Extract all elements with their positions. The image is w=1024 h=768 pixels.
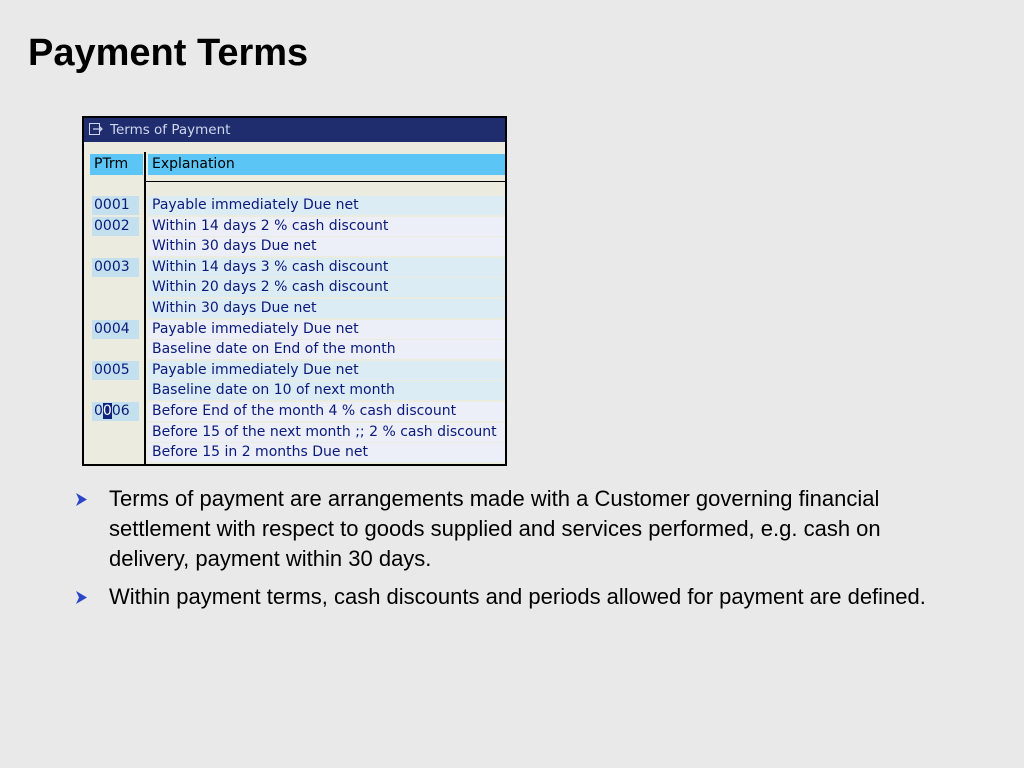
column-header-ptrm[interactable]: PTrm: [90, 154, 143, 175]
window-titlebar: [84, 118, 505, 142]
code-text-before-cursor: 0: [94, 402, 103, 419]
explanation-cell[interactable]: Payable immediately Due net: [148, 196, 505, 215]
explanation-cell[interactable]: Baseline date on 10 of next month: [148, 381, 505, 400]
bullet-text: Within payment terms, cash discounts and periods allowed for payment are defined.: [109, 584, 926, 609]
explanation-cell[interactable]: Within 30 days Due net: [148, 299, 505, 318]
table-row[interactable]: [84, 299, 505, 320]
explanation-cell[interactable]: Within 14 days 3 % cash discount: [148, 258, 505, 277]
ptrm-code-cell[interactable]: 0004: [92, 320, 139, 339]
table-row[interactable]: [84, 237, 505, 258]
table-row[interactable]: [84, 258, 505, 279]
ptrm-code-cell[interactable]: 0002: [92, 217, 139, 236]
ptrm-code-cell[interactable]: 0005: [92, 361, 139, 380]
explanation-cell[interactable]: Within 20 days 2 % cash discount: [148, 278, 505, 297]
table-row[interactable]: [84, 381, 505, 402]
header-rule: [146, 181, 505, 182]
bullet-list: [72, 484, 932, 620]
code-text-after-cursor: 06: [111, 402, 130, 419]
arrow-bullet-icon: [74, 492, 89, 507]
payment-terms-list: [84, 196, 505, 464]
bullet-text: Terms of payment are arrangements made with a Customer governing financial settlement with respect to goods supplied and services performed, e.g. cash on delivery, payment within 30 days.: [109, 486, 881, 571]
ptrm-code-cell-with-cursor[interactable]: [92, 402, 139, 421]
ptrm-code-cell[interactable]: 0003: [92, 258, 139, 277]
slide-title: Payment Terms: [28, 32, 309, 74]
explanation-cell[interactable]: Before 15 of the next month ;; 2 % cash discount: [148, 423, 505, 442]
window-title: Terms of Payment: [110, 122, 231, 138]
explanation-cell[interactable]: Payable immediately Due net: [148, 320, 505, 339]
table-row[interactable]: [84, 278, 505, 299]
table-row[interactable]: [84, 443, 505, 464]
terms-of-payment-window: [82, 116, 507, 466]
table-row[interactable]: [84, 423, 505, 444]
explanation-cell[interactable]: Baseline date on End of the month: [148, 340, 505, 359]
explanation-cell[interactable]: Payable immediately Due net: [148, 361, 505, 380]
explanation-cell[interactable]: Before End of the month 4 % cash discount: [148, 402, 505, 421]
table-row[interactable]: [84, 217, 505, 238]
table-row[interactable]: [84, 402, 505, 423]
arrow-bullet-icon: [74, 590, 89, 605]
text-cursor: 0: [102, 402, 112, 419]
window-menu-icon[interactable]: [89, 123, 103, 136]
table-row[interactable]: [84, 361, 505, 382]
column-header-explanation[interactable]: Explanation: [148, 154, 505, 175]
ptrm-code-cell[interactable]: 0001: [92, 196, 139, 215]
explanation-cell[interactable]: Within 14 days 2 % cash discount: [148, 217, 505, 236]
table-row[interactable]: [84, 196, 505, 217]
table-row[interactable]: [84, 340, 505, 361]
bullet-item: [72, 582, 932, 612]
bullet-item: [72, 484, 932, 574]
table-row[interactable]: [84, 320, 505, 341]
explanation-cell[interactable]: Within 30 days Due net: [148, 237, 505, 256]
explanation-cell[interactable]: Before 15 in 2 months Due net: [148, 443, 505, 462]
